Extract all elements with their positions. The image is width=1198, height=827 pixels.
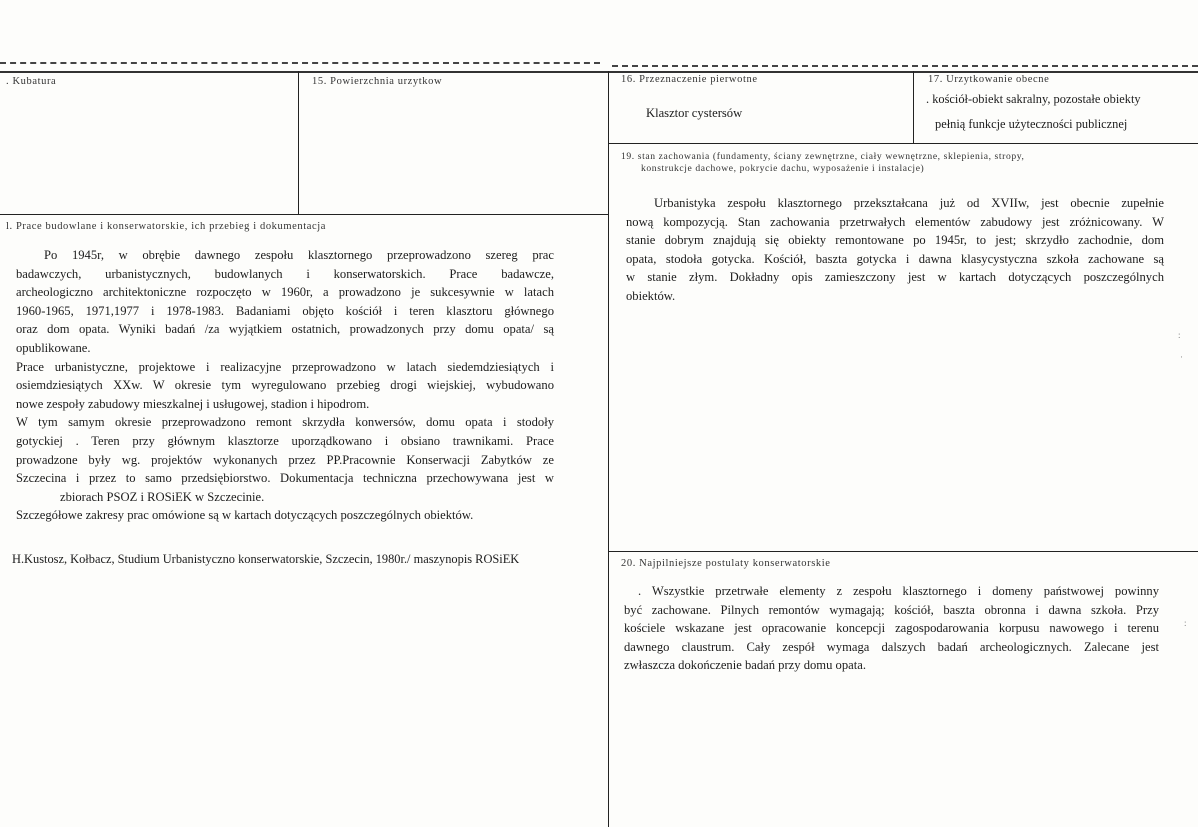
field-19-body	[626, 194, 1164, 306]
row1-top-right	[608, 71, 1198, 73]
text-line: kościele wskazane jest opracowanie koncepcji zagospodarowania korpusu nawowego i terenu	[624, 621, 1159, 636]
text-line: archeologiczno architektoniczne rozpoczęto w 1960r, a prowadzono je sukcesywnie w latach	[16, 285, 554, 300]
text-line: zwłaszcza dokończenie badań przy domu opata.	[624, 658, 866, 673]
center-divider	[608, 71, 609, 827]
field-19-label-line2: konstrukcje dachowe, pokrycie dachu, wyposażenie i instalacje)	[641, 163, 925, 174]
field-20-body	[624, 582, 1159, 675]
text-line: Szczecina i przez to samo przedsiębiorstwo. Dokumentacja techniczna przechowywana jest w	[16, 471, 554, 486]
text-line: Urbanistyka zespołu klasztornego przekształcana już od XVIIw, jest obecnie zupełnie	[654, 196, 1164, 210]
field-18-paragraph-2	[16, 358, 554, 414]
field-16-value: Klasztor cystersów	[646, 106, 743, 120]
field-14-label: . Kubatura	[6, 76, 57, 87]
text-line: stanie dobrym znajdują się obiekty remontowane po 1945r, to jest; skrzydło zachodnie, dom	[626, 233, 1164, 248]
field-18-paragraph-3	[16, 413, 554, 506]
row2-top-left	[0, 214, 608, 215]
field-17-label: 17. Urzytkowanie obecne	[928, 74, 1050, 85]
text-line: opata, stodoła gotycka. Kościół, baszta gotycka i dawna klasycystyczna szkoła zachowane są	[626, 251, 1164, 266]
divider-14-15	[298, 71, 299, 214]
top-border-left	[0, 62, 600, 64]
top-border-right	[612, 65, 1198, 67]
text-line: 1960-1965, 1971,1977 i 1978-1983. Badaniami objęto kościół i teren klasztoru głównego	[16, 303, 554, 318]
row1-top-left	[0, 71, 608, 73]
field-17-value-line2: pełnią funkcje użyteczności publicznej	[935, 117, 1128, 131]
text-line: oraz dom opata. Wyniki badań /za wyjątkiem ostatnich, prowadzonych przy domu opata/ są	[16, 322, 554, 337]
text-line: Prace urbanistyczne, projektowe i realizacyjne przeprowadzono w latach siedemdziesiątych i	[16, 359, 554, 374]
field-20-label: 20. Najpilniejsze postulaty konserwatorskie	[621, 558, 831, 569]
text-line: nowe zespoły zabudowy mieszkalnej i usługowej, stadion i hipodrom.	[16, 396, 370, 411]
text-line: badawczych, urbanistycznych, budowlanych i konserwatorskich. Prace badawcze,	[16, 266, 554, 281]
field-18-body	[16, 246, 554, 525]
row1-bottom-right	[608, 143, 1198, 144]
field-15-label: 15. Powierzchnia urzytkow	[312, 76, 443, 87]
field-19-label-line1: 19. stan zachowania (fundamenty, ściany zewnętrzne, ciały wewnętrzne, sklepienia, stropy,	[621, 151, 1025, 162]
scan-speck: :	[1184, 618, 1187, 628]
scan-speck: ·	[1180, 352, 1183, 362]
text-line: W tym samym okresie przeprowadzono remont skrzydła konwersów, domu opata i stodoły	[16, 415, 554, 430]
divider-16-17	[913, 71, 914, 143]
field-18-label: l. Prace budowlane i konserwatorskie, ich przebieg i dokumentacja	[6, 221, 327, 232]
field-16-label: 16. Przeznaczenie pierwotne	[621, 74, 758, 85]
text-line: dawnego claustrum. Cały zespół wymaga dalszych badań archeologicznych. Zalecane jest	[624, 639, 1159, 654]
field-18-reference: H.Kustosz, Kołbacz, Studium Urbanistyczno konserwatorskie, Szczecin, 1980r./ maszynopis ROSiEK	[12, 552, 520, 566]
text-line: opublikowane.	[16, 340, 91, 355]
text-line: obiektów.	[626, 288, 676, 303]
text-line: być zachowane. Pilnych remontów wymagają; kościół, baszta obronna i dawna szkoła. Przy	[624, 602, 1159, 617]
scan-speck: :	[1178, 330, 1181, 340]
text-line: prowadzone były wg. projektów wykonanych przez PP.Pracownie Konserwacji Zabytków ze	[16, 452, 554, 467]
section20-top	[608, 551, 1198, 552]
field-17-value-line1: . kościół-obiekt sakralny, pozostałe obiekty	[926, 92, 1141, 106]
text-line: zbiorach PSOZ i ROSiEK w Szczecinie.	[60, 489, 265, 504]
field-18-paragraph-4: Szczegółowe zakresy prac omówione są w kartach dotyczących poszczególnych obiektów.	[16, 508, 474, 523]
text-line: osiemdziesiątych XXw. W okresie tym wyregulowano przebieg drogi wiejskiej, wybudowano	[16, 378, 554, 393]
text-line: gotyckiej . Teren przy głównym klasztorze uporządkowano i obsiano trawnikami. Prace	[16, 433, 554, 448]
text-line: . Wszystkie przetrwałe elementy z zespołu klasztornego i domeny państwowej powinny	[638, 584, 1159, 598]
text-line: nową kompozycją. Stan zachowania przetrwałych elementów zabudowy jest zróżnicowany. W	[626, 214, 1164, 229]
field-18-paragraph-1	[16, 246, 554, 358]
text-line: Po 1945r, w obrębie dawnego zespołu klasztornego przeprowadzono szereg prac	[44, 248, 554, 262]
text-line: w stanie złym. Dokładny opis zamieszczony jest w kartach dotyczących poszczególnych	[626, 270, 1164, 285]
